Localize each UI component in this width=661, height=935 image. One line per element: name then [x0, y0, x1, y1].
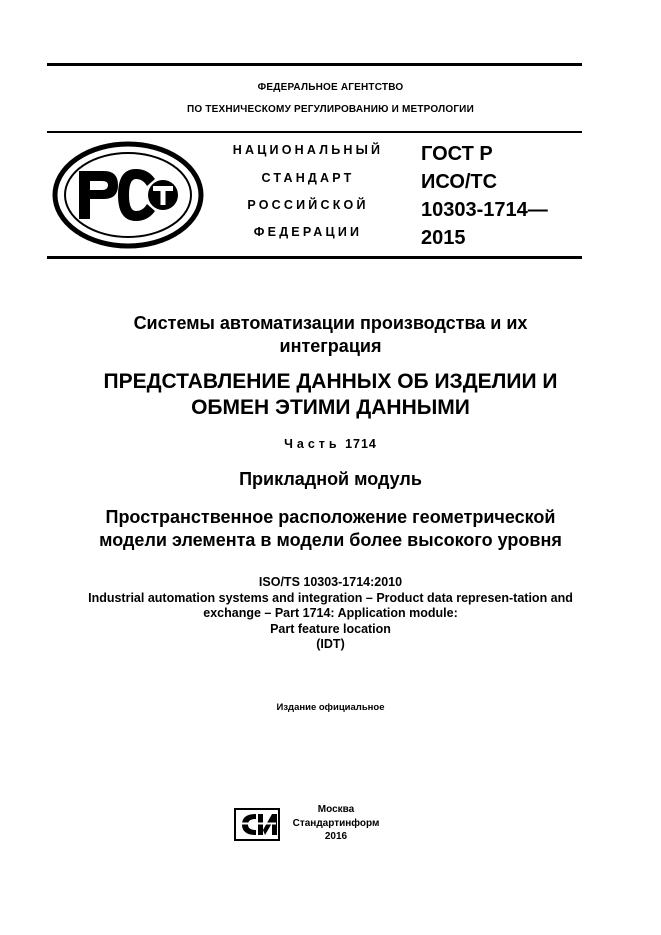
- national-standard-line-4: ФЕДЕРАЦИИ: [253, 225, 363, 239]
- part-number-value: 1714: [345, 437, 377, 451]
- main-title: [0, 369, 661, 421]
- main-title-line-1: ПРЕДСТАВЛЕНИЕ ДАННЫХ ОБ ИЗДЕЛИИ И: [103, 370, 558, 393]
- rst-gost-emblem-icon: [52, 141, 204, 249]
- series-title-line-1: Системы автоматизации производства и их: [133, 313, 528, 333]
- standard-designation: [421, 140, 548, 252]
- module-title: Прикладной модуль: [239, 469, 422, 489]
- publisher-name: Стандартинформ: [292, 817, 380, 829]
- publisher-city: Москва: [317, 804, 355, 815]
- national-standard-line-2: СТАНДАРТ: [261, 171, 355, 185]
- designation-line-3: 10303-1714—: [421, 199, 548, 221]
- iso-line-2: Industrial automation systems and integration – Product data represen-tation and: [88, 590, 573, 605]
- series-title-line-2: интеграция: [279, 336, 382, 356]
- bottom-rule: [47, 256, 582, 259]
- part-number: [0, 437, 661, 451]
- subtitle-line-2: модели элемента в модели более высокого уровня: [99, 530, 562, 550]
- top-rule: [47, 63, 582, 66]
- iso-line-1: ISO/TS 10303-1714:2010: [258, 575, 403, 589]
- iso-line-3: exchange – Part 1714: Application module:: [203, 606, 458, 620]
- publisher-info: [286, 803, 386, 844]
- iso-reference: [0, 575, 661, 653]
- iso-line-5: (IDT): [316, 637, 345, 651]
- agency-line-2: ПО ТЕХНИЧЕСКОМУ РЕГУЛИРОВАНИЮ И МЕТРОЛОГИИ: [187, 104, 474, 115]
- series-title: [0, 312, 661, 358]
- middle-rule: [47, 131, 582, 133]
- designation-line-2: ИСО/ТС: [421, 171, 498, 193]
- subtitle: [0, 506, 661, 552]
- main-title-line-2: ОБМЕН ЭТИМИ ДАННЫМИ: [191, 396, 470, 419]
- subtitle-line-1: Пространственное расположение геометрической: [105, 507, 556, 527]
- agency-line-1: ФЕДЕРАЛЬНОЕ АГЕНТСТВО: [257, 82, 404, 93]
- standartinform-logo-icon: [234, 808, 280, 841]
- national-standard-line-3: РОССИЙСКОЙ: [247, 198, 369, 212]
- national-standard-line-1: НАЦИОНАЛЬНЫЙ: [232, 143, 384, 157]
- iso-line-4: Part feature location: [270, 621, 391, 636]
- designation-line-4: 2015: [421, 227, 466, 249]
- part-word: Часть: [284, 437, 341, 451]
- edition-label: Издание официальное: [276, 702, 385, 713]
- publisher-year: 2016: [324, 831, 348, 842]
- designation-line-1: ГОСТ Р: [421, 143, 493, 165]
